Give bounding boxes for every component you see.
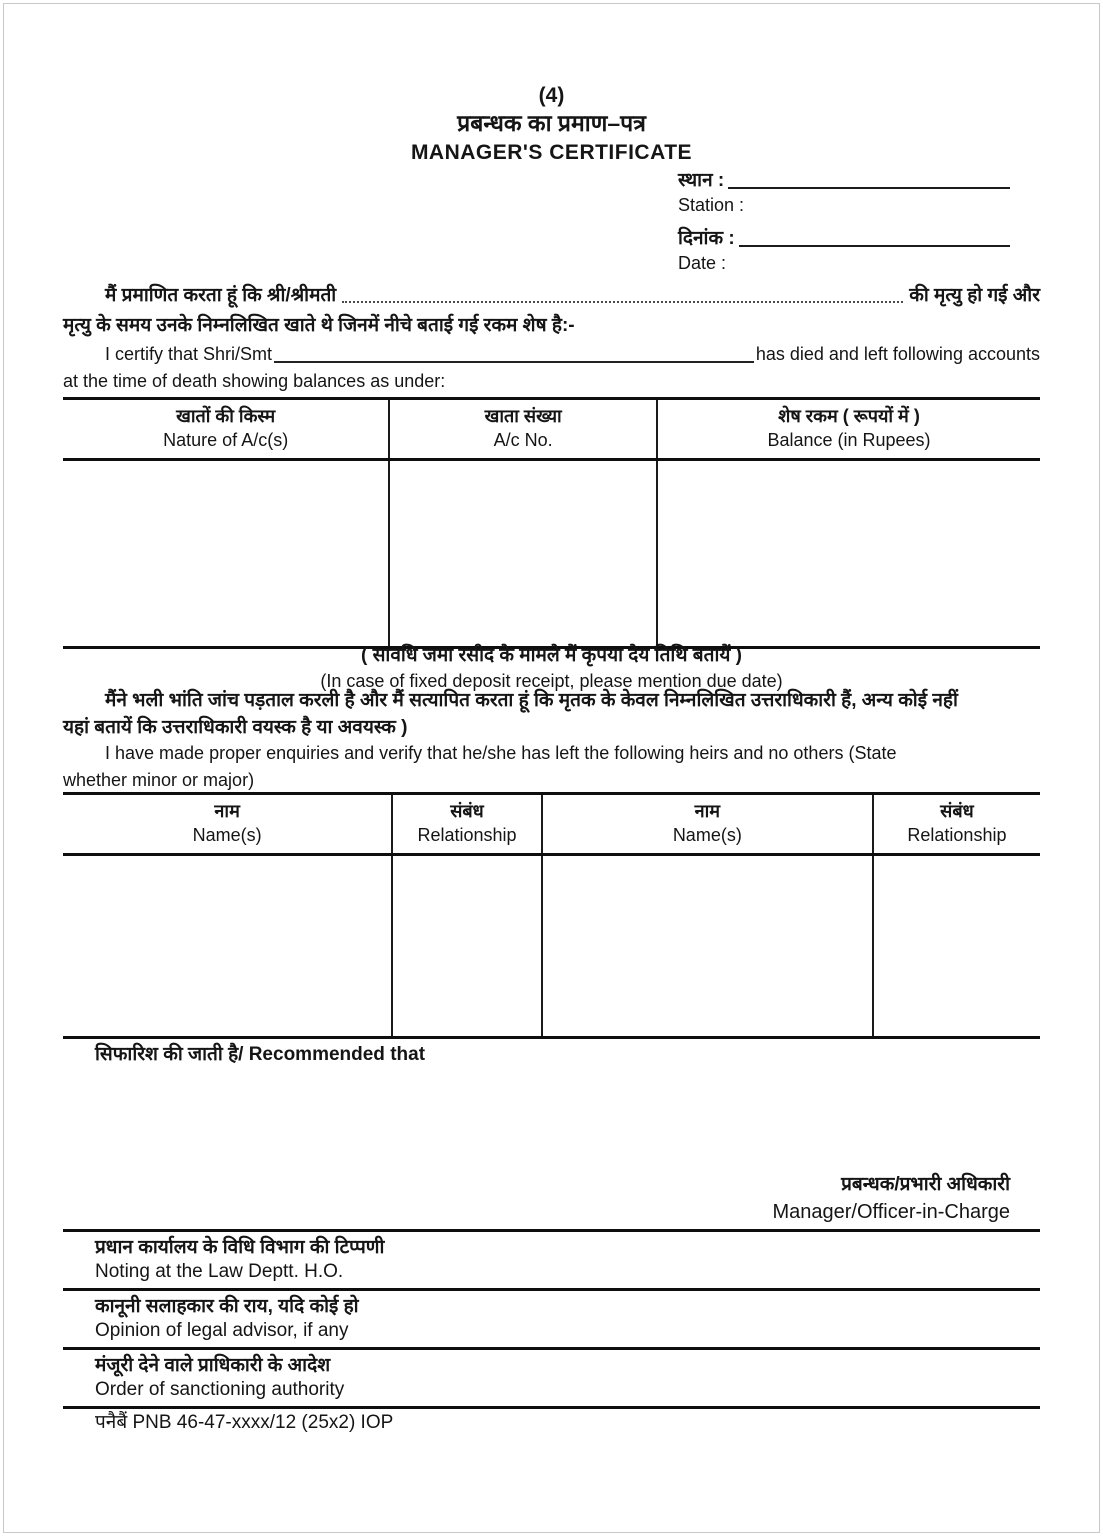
date-label-english: Date : [678,253,727,273]
heirs-english-line1: I have made proper enquiries and verify that he/she has left the following heirs and no others (State [105,743,897,763]
heirs-paragraph-english [63,740,1040,794]
certify-hindi-lead: मैं प्रमाणित करता हूं कि श्री/श्रीमती [105,285,337,306]
station-row-english [678,192,1010,216]
station-row-hindi [678,167,1010,192]
heirs-table-body [63,856,1040,1036]
heirs-header-rel2-english: Relationship [907,825,1007,845]
accounts-header-balance-english: Balance (in Rupees) [767,430,931,450]
accounts-header-nature [63,400,388,458]
heirs-header-rel1 [391,795,540,853]
heirs-header-name2 [541,795,872,853]
form-title-english: MANAGER'S CERTIFICATE [410,141,693,164]
fd-note-hindi: ( सावधि जमा रसीद के मामले में कृपया देय तिथि बतायें ) [360,645,742,666]
date-label-hindi: दिनांक : [678,228,735,249]
heirs-header-rel2 [872,795,1040,853]
date-row-hindi [678,225,1010,250]
station-date-block [678,167,1010,274]
section-legal-advisor [63,1291,1040,1350]
recommendation-line [95,1040,1040,1070]
heirs-cell-name2 [541,856,872,1036]
accounts-header-nature-english: Nature of A/c(s) [163,430,289,450]
station-label-hindi: स्थान : [678,170,725,191]
heirs-cell-rel2 [872,856,1040,1036]
section-sanctioning-authority [63,1350,1040,1409]
page-number: (4) [538,84,565,107]
certify-english-lead: I certify that Shri/Smt [105,344,273,364]
heirs-header-name2-english: Name(s) [672,825,742,845]
certify-paragraph-english [63,341,1040,395]
accounts-cell-acno [388,461,656,646]
heirs-header-rel1-hindi: संबंध [450,801,484,821]
accounts-header-nature-hindi: खातों की किस्म [176,406,276,426]
section-legal-advisor-english: Opinion of legal advisor, if any [95,1320,349,1341]
heirs-table [63,792,1040,1039]
station-fill-line [728,187,1010,189]
certify-english-tail: has died and left following accounts [755,344,1040,364]
certify-english-line1 [63,341,1040,368]
section-sanctioning-english: Order of sanctioning authority [95,1379,345,1400]
accounts-table-body [63,461,1040,646]
section-law-dept-english: Noting at the Law Deptt. H.O. [95,1261,344,1282]
signature-title-hindi: प्रबन्धक/प्रभारी अधिकारी [841,1174,1010,1195]
signature-block [63,1172,1010,1226]
heirs-hindi-line2: यहां बतायें कि उत्तराधिकारी वयस्क है या अवयस्क ) [63,717,408,738]
heirs-cell-rel1 [391,856,540,1036]
accounts-table-header [63,400,1040,461]
form-title-hindi: प्रबन्धक का प्रमाण–पत्र [457,110,646,136]
deceased-name-fill-line [274,361,754,363]
section-sanctioning-hindi: मंजूरी देने वाले प्राधिकारी के आदेश [95,1355,331,1376]
accounts-cell-balance [656,461,1040,646]
heirs-table-header [63,795,1040,856]
heirs-paragraph-hindi [63,687,1040,741]
certify-hindi-line1 [63,281,1040,311]
heirs-header-rel2-hindi: संबंध [940,801,974,821]
accounts-cell-nature [63,461,388,646]
date-fill-line [739,245,1010,247]
section-law-dept-hindi: प्रधान कार्यालय के विधि विभाग की टिप्पणी [95,1237,385,1258]
accounts-header-balance [656,400,1040,458]
heirs-header-rel1-english: Relationship [417,825,517,845]
station-label-english: Station : [678,195,745,215]
date-row-english [678,250,1010,274]
heirs-english-line2: whether minor or major) [63,770,255,790]
heirs-header-name1-english: Name(s) [192,825,262,845]
accounts-header-acno-hindi: खाता संख्या [484,406,562,426]
accounts-header-balance-hindi: शेष रकम ( रूपयों में ) [778,406,920,426]
deceased-name-dotted-line [342,301,903,303]
certify-paragraph-hindi [63,281,1040,341]
heirs-cell-name1 [63,856,391,1036]
form-header [63,84,1040,166]
accounts-header-acno [388,400,656,458]
office-sections [63,1229,1040,1409]
section-law-dept-noting [63,1232,1040,1291]
signature-title-english: Manager/Officer-in-Charge [772,1201,1010,1223]
heirs-header-name1 [63,795,391,853]
fd-note-english: (In case of fixed deposit receipt, please mention due date) [320,671,783,691]
form-code: पनैबैं PNB 46-47-xxxx/12 (25x2) IOP [95,1412,394,1433]
accounts-header-acno-english: A/c No. [493,430,553,450]
accounts-table [63,397,1040,649]
certify-hindi-line2: मृत्यु के समय उनके निम्नलिखित खाते थे जिनमें नीचे बताई गई रकम शेष है:- [63,315,575,336]
recommendation-text: सिफारिश की जाती है/ Recommended that [95,1044,426,1065]
heirs-header-name1-hindi: नाम [214,801,240,821]
certify-english-line2: at the time of death showing balances as under: [63,371,446,391]
certify-hindi-tail: की मृत्यु हो गई और [909,285,1040,306]
section-legal-advisor-hindi: कानूनी सलाहकार की राय, यदि कोई हो [95,1296,359,1317]
heirs-hindi-line1: मैंने भली भांति जांच पड़ताल करली है और मैं सत्यापित करता हूं कि मृतक के केवल निम्नलिखित उत्तराधिकारी हैं, अन्य कोई नहीं [105,690,958,711]
heirs-header-name2-hindi: नाम [694,801,721,821]
